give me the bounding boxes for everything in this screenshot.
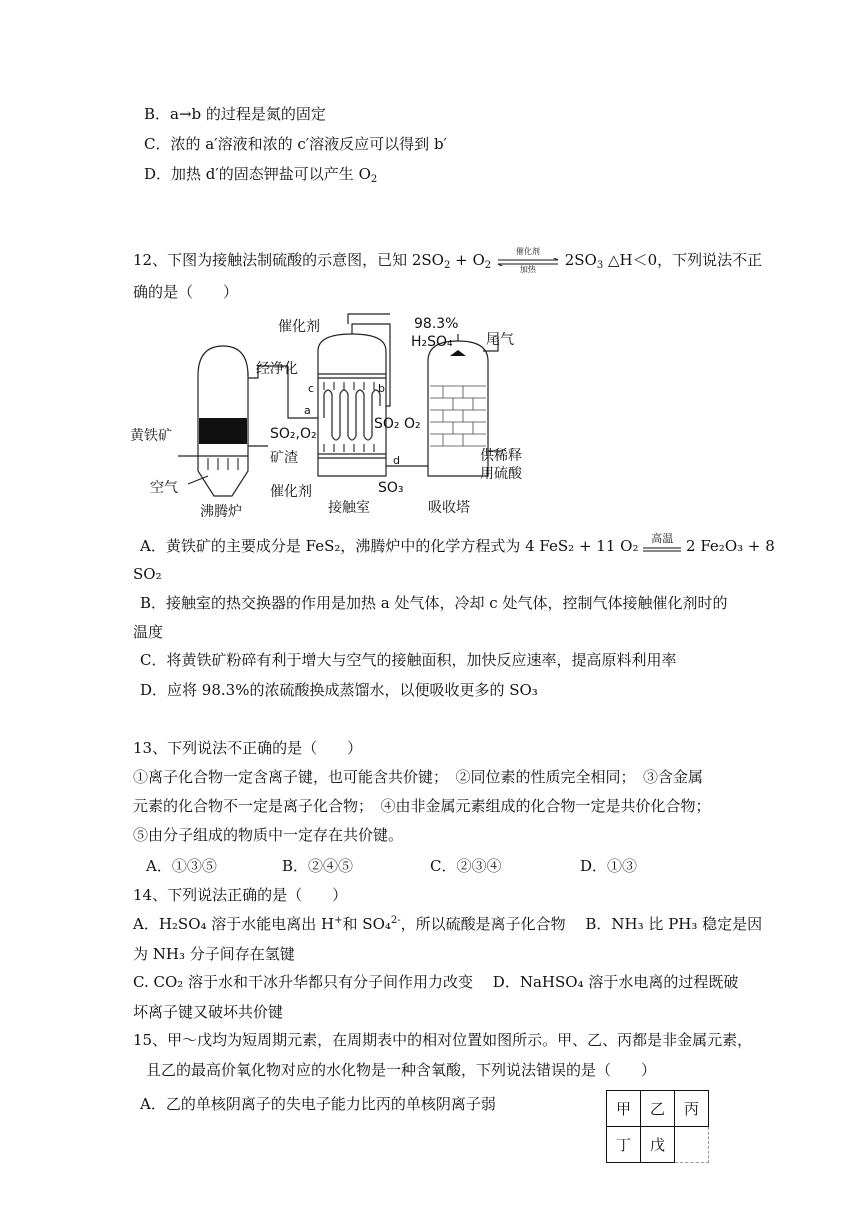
q14-line3: C. CO₂ 溶于水和干冰升华都只有分子间作用力改变 D．NaHSO₄ 溶于水电离的过程既破 (133, 973, 739, 991)
q12-option-a: A．黄铁矿的主要成分是 FeS₂，沸腾炉中的化学方程式为 4 FeS₂ + 11 O₂ 高温 2 Fe₂O₃ + 8 (140, 532, 775, 555)
q15-line1: 15、甲～戊均为短周期元素，在周期表中的相对位置如图所示。甲、乙、丙都是非金属元素， (133, 1031, 753, 1049)
svg-text:用硫酸: 用硫酸 (480, 466, 522, 482)
q14-line4: 坏离子键又破坏共价键 (133, 1003, 284, 1021)
svg-text:SO₂ O₂: SO₂ O₂ (374, 416, 421, 432)
svg-text:98.3%: 98.3% (414, 316, 459, 332)
q13-option-d: D．①③ (580, 857, 638, 875)
q12-option-d: D．应将 98.3%的浓硫酸换成蒸馏水，以便吸收更多的 SO₃ (140, 681, 538, 699)
reversible-arrow: 催化剂 加热 (496, 251, 560, 271)
q13-option-c: C．②③④ (430, 857, 502, 875)
svg-text:催化剂: 催化剂 (278, 319, 320, 335)
q14-line1: A．H₂SO₄ 溶于水能电离出 H+和 SO₄$^{2-}$，所以硫酸是离子化合物 B．NH₃ 比 PH₃ 稳定是因 (133, 915, 763, 933)
svg-text:矿渣: 矿渣 (270, 450, 298, 466)
contact-process-diagram (128, 306, 558, 521)
svg-text:吸收塔: 吸收塔 (428, 500, 470, 516)
svg-text:a: a (304, 404, 311, 417)
cell-ding: 丁 (607, 1127, 641, 1163)
svg-text:SO₃: SO₃ (378, 480, 404, 496)
svg-text:催化剂: 催化剂 (270, 484, 312, 500)
q14-line2: 为 NH₃ 分子间存在氢键 (133, 945, 295, 963)
q13-line1: ①离子化合物一定含离子键，也可能含共价键； ②同位素的性质完全相同； ③含金属 (133, 768, 704, 786)
q12-option-b-cont: 温度 (133, 623, 164, 641)
q13-line2: 元素的化合物不一定是离子化合物； ④由非金属元素组成的化合物一定是共价化合物； (133, 797, 711, 815)
svg-text:尾气: 尾气 (486, 332, 514, 348)
cell-jia: 甲 (607, 1091, 641, 1127)
q12-stem: 12、下图为接触法制硫酸的示意图，已知 $2SO_2 + O_2$ 催化剂 加热 $2SO_3$ △H＜0，下列说法不正 (133, 247, 763, 274)
q12-option-a-cont: SO₂ (133, 565, 162, 583)
cell-bing: 丙 (675, 1091, 709, 1127)
svg-text:b: b (378, 382, 385, 395)
periodic-position-table (606, 1090, 709, 1163)
cell-wu: 戊 (641, 1127, 675, 1163)
svg-text:供稀释: 供稀释 (480, 448, 522, 464)
q11-option-c: C．浓的 a′溶液和浓的 c′溶液反应可以得到 b′ (144, 135, 447, 153)
q15-option-a: A．乙的单核阴离子的失电子能力比丙的单核阴离子弱 (140, 1095, 496, 1113)
cell-empty (675, 1127, 709, 1163)
q12-option-c: C．将黄铁矿粉碎有利于增大与空气的接触面积，加快反应速率，提高原料利用率 (140, 651, 677, 669)
svg-text:黄铁矿: 黄铁矿 (130, 428, 172, 444)
q12-stem-line2: 确的是（ ） (133, 283, 239, 301)
svg-text:接触室: 接触室 (328, 500, 370, 516)
q13-stem: 13、下列说法不正确的是（ ） (133, 739, 363, 757)
q15-line2: 且乙的最高价氧化物对应的水化物是一种含氧酸，下列说法错误的是（ ） (146, 1061, 657, 1079)
q13-option-b: B．②④⑤ (282, 857, 354, 875)
high-temp-arrow: 高温 (651, 532, 674, 545)
q13-option-a: A．①③⑤ (146, 857, 217, 875)
svg-text:沸腾炉: 沸腾炉 (200, 504, 242, 520)
svg-text:H₂SO₄: H₂SO₄ (411, 334, 453, 350)
svg-text:经净化: 经净化 (256, 361, 298, 377)
q11-option-d: D．加热 d′的固态钾盐可以产生 $O_2$ (144, 165, 378, 185)
svg-text:d: d (393, 454, 400, 467)
svg-text:空气: 空气 (150, 480, 178, 496)
cell-yi: 乙 (641, 1091, 675, 1127)
q11-option-b: B．a→b 的过程是氮的固定 (144, 105, 326, 123)
q13-line3: ⑤由分子组成的物质中一定存在共价键。 (133, 826, 404, 844)
svg-text:SO₂,O₂: SO₂,O₂ (270, 426, 317, 442)
q12-option-b: B．接触室的热交换器的作用是加热 a 处气体，冷却 c 处气体，控制气体接触催化剂时的 (140, 594, 728, 612)
q14-stem: 14、下列说法正确的是（ ） (133, 886, 348, 904)
svg-text:c: c (308, 382, 315, 395)
